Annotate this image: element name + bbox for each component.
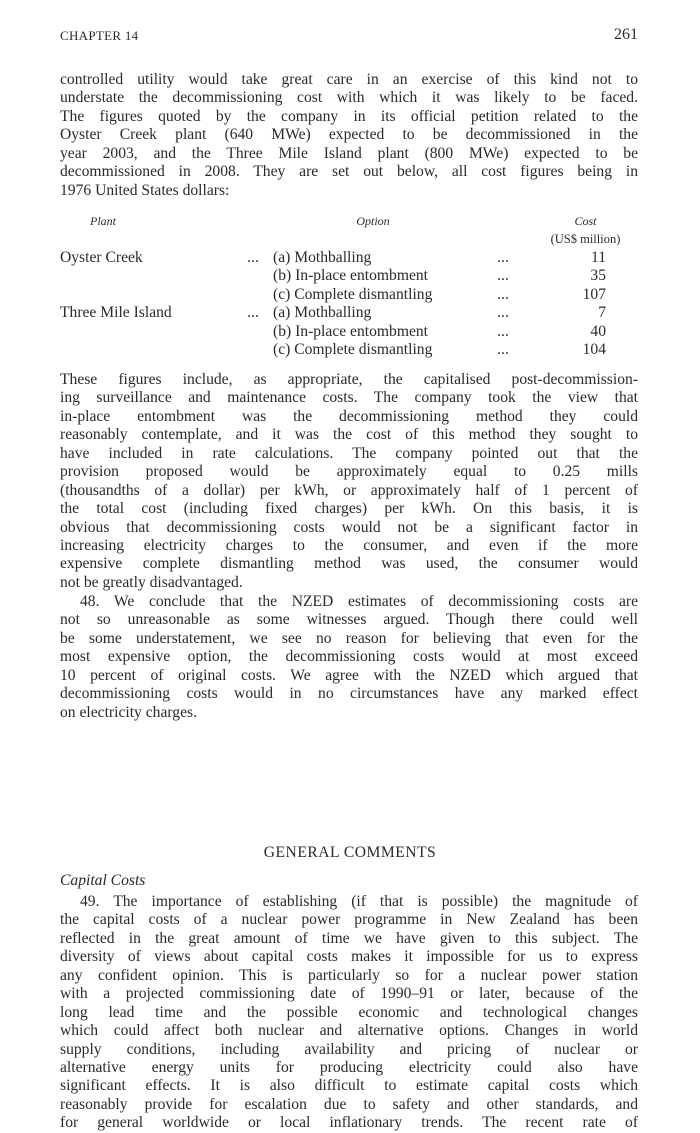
text-line: reasonably provide for escalation due to safety and other standards, and <box>60 1095 638 1113</box>
leader-cell: ... <box>247 304 259 322</box>
option-cell: (c) Complete dismantling <box>273 341 433 359</box>
text-line: alternative energy units for producing electricity could also have <box>60 1058 638 1076</box>
option-cell: (a) Mothballing <box>273 304 372 322</box>
text-line: ing surveillance and maintenance costs. The company took the view that <box>60 389 638 407</box>
text-line: The figures quoted by the company in its official petition related to the <box>60 107 638 125</box>
text-line: 10 percent of original costs. We agree with the NZED which argued that <box>60 666 638 684</box>
cost-cell: 35 <box>590 267 606 285</box>
leader-cell: ... <box>247 248 259 266</box>
text-line: not so unreasonable as some witnesses argued. Though there could well <box>60 611 638 629</box>
option-cell: (a) Mothballing <box>273 248 372 266</box>
text-line: year 2003, and the Three Mile Island plant (800 MWe) expected to be <box>60 144 638 162</box>
text-line: in-place entombment was the decommissioning method they could <box>60 407 638 425</box>
text-line: (thousandths of a dollar) per kWh, or approximately half of 1 percent of <box>60 481 638 499</box>
text-line: most expensive option, the decommissioning costs would at most exceed <box>60 648 638 666</box>
table-row <box>60 304 638 322</box>
option-cell: (c) Complete dismantling <box>273 285 433 303</box>
col-header-plant: Plant <box>90 214 116 228</box>
paragraph-48 <box>60 593 638 722</box>
text-line: provision proposed would be approximately equal to 0.25 mills <box>60 463 638 481</box>
table-row <box>60 323 638 341</box>
text-line: controlled utility would take great care in an exercise of this kind not to <box>60 71 638 88</box>
text-line: any confident opinion. This is particularly so for a nuclear power station <box>60 966 638 984</box>
intro-paragraph <box>60 71 638 200</box>
text-line: expensive complete dismantling method was used, the consumer would <box>60 555 638 573</box>
plant-cell <box>60 323 233 341</box>
chapter-label: CHAPTER 14 <box>60 28 139 43</box>
cost-cell: 104 <box>582 341 606 359</box>
leader-cell: ... <box>497 285 509 303</box>
plant-cell <box>60 286 233 304</box>
cost-cell: 107 <box>582 285 606 303</box>
text-line: not be greatly disadvantaged. <box>60 573 243 591</box>
leader-cell: ... <box>497 267 509 285</box>
option-cell: (b) In-place entombment <box>273 267 429 285</box>
col-header-cost: Cost (US$ million) <box>550 214 621 247</box>
text-line: 49. The importance of establishing (if that is possible) the magnitude of <box>80 893 638 910</box>
text-line: the capital costs of a nuclear power programme in New Zealand has been <box>60 911 638 929</box>
leader-cell: ... <box>497 304 509 322</box>
page-number: 261 <box>614 26 638 43</box>
section-heading: GENERAL COMMENTS <box>263 844 437 861</box>
leader-cell: ... <box>497 341 509 359</box>
text-line: the total cost (including fixed charges) per kWh. On this basis, it is <box>60 500 638 518</box>
text-line: These figures include, as appropriate, the capitalised post-decommission- <box>60 371 638 388</box>
plant-cell <box>60 341 233 359</box>
text-line: decommissioning costs would in no circumstances have any marked effect <box>60 685 638 703</box>
text-line: have included in rate calculations. The company pointed out that the <box>60 444 638 462</box>
paragraph-49 <box>60 893 638 1133</box>
table-row <box>60 286 638 304</box>
text-line: which could affect both nuclear and alternative options. Changes in world <box>60 1022 638 1040</box>
table-row <box>60 249 638 267</box>
table-row <box>60 267 638 285</box>
cost-cell: 11 <box>590 248 606 266</box>
cost-cell: 7 <box>598 304 606 322</box>
plant-cell <box>60 267 233 285</box>
cost-cell: 40 <box>590 322 606 340</box>
leader-cell: ... <box>497 322 509 340</box>
text-line: understate the decommissioning cost with which it was likely to be faced. <box>60 89 638 107</box>
text-line: with a projected commissioning date of 1990–91 or later, because of the <box>60 985 638 1003</box>
text-line: for general worldwide or local inflationary trends. The recent rate of <box>60 1114 638 1132</box>
table-row <box>60 341 638 359</box>
leader-cell <box>233 323 273 341</box>
text-line: supply conditions, including availability and pricing of nuclear or <box>60 1040 638 1058</box>
text-line: obvious that decommissioning costs would not be a significant factor in <box>60 518 638 536</box>
text-line: 48. We conclude that the NZED estimates of decommissioning costs are <box>80 593 638 610</box>
text-line: significant effects. It is also difficult to estimate capital costs which <box>60 1077 638 1095</box>
leader-cell <box>233 341 273 359</box>
text-line: Oyster Creek plant (640 MWe) expected to be decommissioned in the <box>60 126 638 144</box>
text-line: on electricity charges. <box>60 703 197 721</box>
col-header-option: Option <box>356 214 390 228</box>
plant-cell: Oyster Creek <box>60 248 143 266</box>
cost-table <box>60 212 638 360</box>
text-line: increasing electricity charges to the consumer, and even if the more <box>60 536 638 554</box>
text-line: decommissioned in 2008. They are set out below, all cost figures being in <box>60 163 638 181</box>
leader-cell: ... <box>497 248 509 266</box>
text-line: 1976 United States dollars: <box>60 181 230 199</box>
plant-cell: Three Mile Island <box>60 304 172 322</box>
text-line: be some understatement, we see no reason for believing that even for the <box>60 629 638 647</box>
option-cell: (b) In-place entombment <box>273 322 429 340</box>
leader-cell <box>233 286 273 304</box>
leader-cell <box>233 267 273 285</box>
text-line: reasonably contemplate, and it was the cost of this method they sought to <box>60 426 638 444</box>
text-line: long lead time and the possible economic and technological changes <box>60 1003 638 1021</box>
text-line: diversity of views about capital costs makes it impossible for us to express <box>60 948 638 966</box>
text-line: reflected in the great amount of time we have given to this subject. The <box>60 929 638 947</box>
paragraph-47-continued <box>60 371 638 592</box>
subheading: Capital Costs <box>60 872 146 889</box>
